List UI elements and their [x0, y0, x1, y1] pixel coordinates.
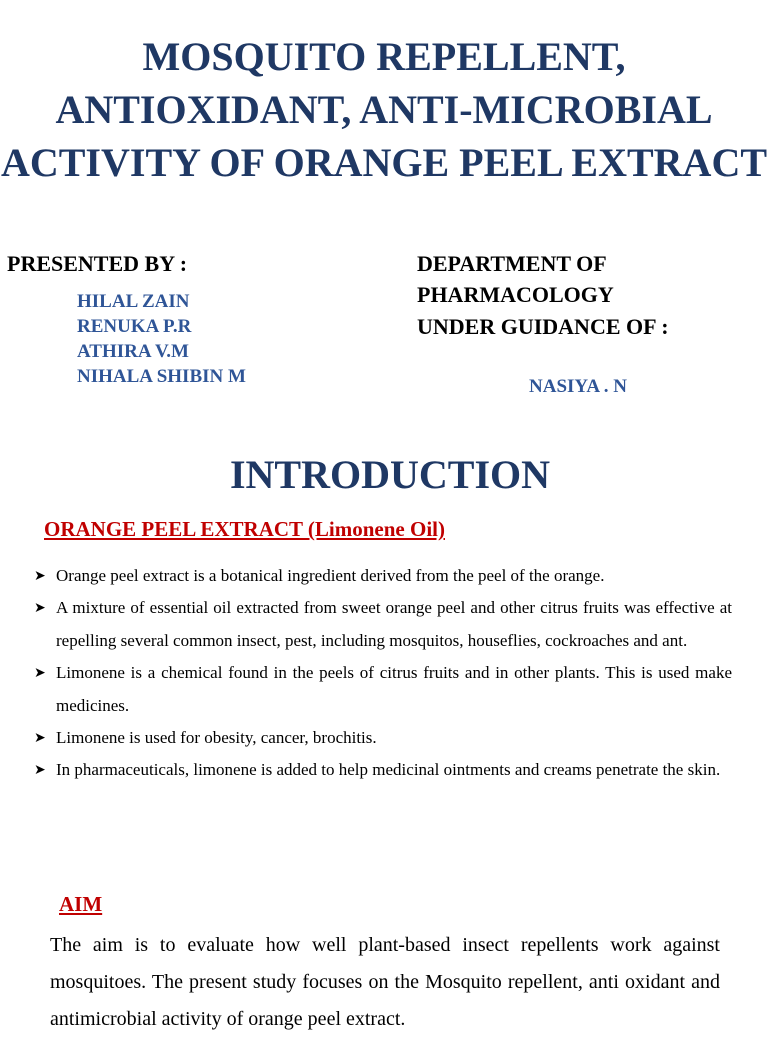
arrow-bullet-icon: ➤ [34, 568, 46, 584]
list-item [34, 657, 732, 722]
author-name: NIHALA SHIBIN M [77, 366, 246, 387]
author-name: HILAL ZAIN [77, 291, 190, 312]
arrow-bullet-icon: ➤ [34, 762, 46, 779]
list-item [34, 722, 732, 754]
bullet-text: A mixture of essential oil extracted from sweet orange peel and other citrus fruits was effective at repelling several common insect, pest, including mosquitos, houseflies, cockroaches and ant. [56, 598, 732, 650]
orange-peel-subheading: ORANGE PEEL EXTRACT (Limonene Oil) [44, 517, 445, 541]
aim-heading: AIM [59, 892, 103, 916]
guidance-label: UNDER GUIDANCE OF : [417, 314, 669, 339]
introduction-heading: INTRODUCTION [229, 452, 551, 497]
guide-name: NASIYA . N [529, 376, 628, 397]
author-list [77, 289, 246, 389]
aim-paragraph: The aim is to evaluate how well plant-based insect repellents work against mosquitoes. The present study focuses on the Mosquito repellent, anti oxidant and antimicrobial activity of orange peel extract. [50, 934, 720, 1030]
author-name: RENUKA P.R [77, 316, 192, 337]
bullet-text: In pharmaceuticals, limonene is added to help medicinal ointments and creams penetrate the skin. [56, 760, 721, 780]
bullet-text: Limonene is used for obesity, cancer, brochitis. [56, 728, 377, 748]
bullet-text: Orange peel extract is a botanical ingredient derived from the peel of the orange. [56, 566, 605, 585]
arrow-bullet-icon: ➤ [34, 730, 46, 747]
list-item [34, 754, 732, 786]
page-title: MOSQUITO REPELLENT, ANTIOXIDANT, ANTI-MICROBIAL ACTIVITY OF ORANGE PEEL EXTRACT [0, 34, 768, 185]
presented-by-label: PRESENTED BY : [7, 251, 188, 276]
list-item [34, 592, 732, 657]
list-item [34, 560, 732, 592]
department-label: DEPARTMENT OF PHARMACOLOGY [417, 251, 614, 307]
bullet-text: Limonene is a chemical found in the peels of citrus fruits and in other plants. This is used make medicines. [56, 663, 732, 715]
arrow-bullet-icon: ➤ [34, 665, 46, 682]
author-name: ATHIRA V.M [77, 341, 189, 362]
arrow-bullet-icon: ➤ [34, 600, 46, 617]
introduction-bullet-list [34, 560, 732, 787]
